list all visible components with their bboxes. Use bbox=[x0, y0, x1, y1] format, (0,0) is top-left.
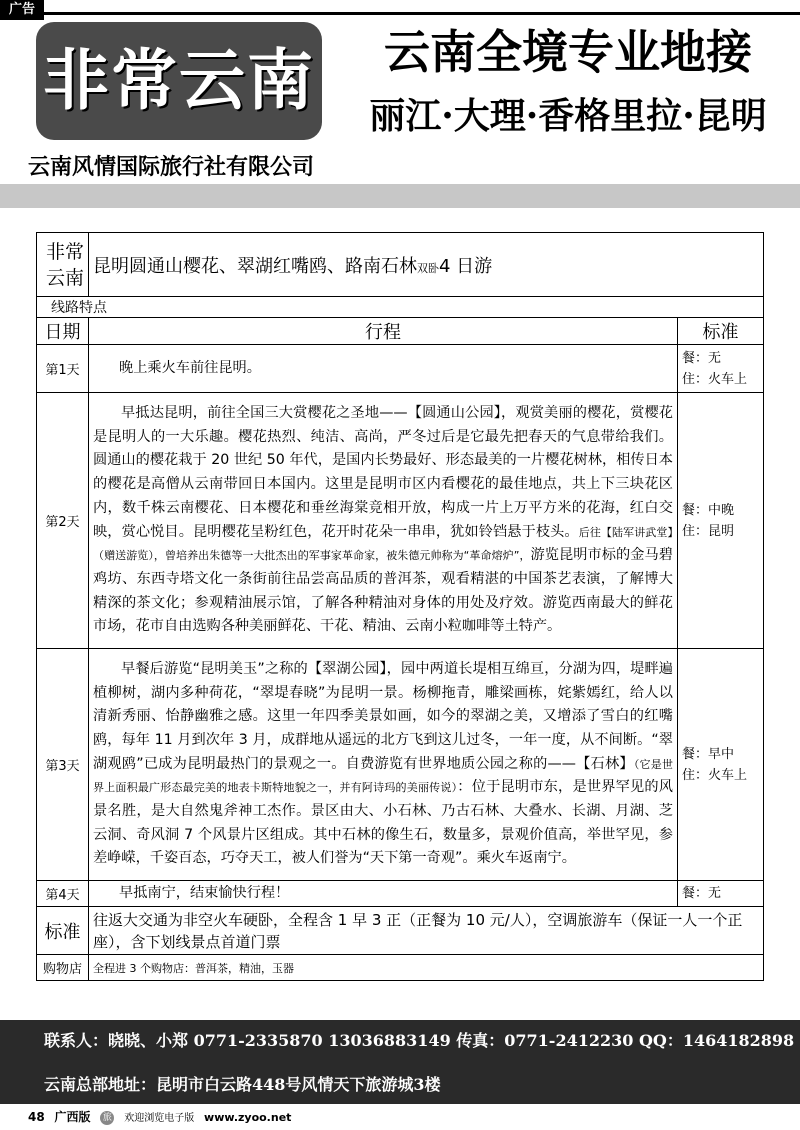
col-day: 日期 bbox=[37, 318, 89, 345]
standard-label: 标准 bbox=[37, 907, 89, 955]
day-label: 第1天 bbox=[37, 345, 89, 393]
ad-tag: 广告 bbox=[0, 0, 44, 20]
title-row bbox=[37, 233, 764, 297]
day-standard: 餐：无 住：火车上 bbox=[678, 345, 764, 393]
standard-text: 往返大交通为非空火车硬卧，全程含 1 早 3 正（正餐为 10 元/人），空调旅游车（保证一人一个正座），含下划线景点首道门票 bbox=[89, 907, 764, 955]
agency-logo-icon: 旅 bbox=[100, 1111, 114, 1125]
welcome-text: 欢迎浏览电子版 bbox=[124, 1113, 195, 1124]
col-standard: 标准 bbox=[678, 318, 764, 345]
day-label: 第4天 bbox=[37, 881, 89, 907]
page-number: 48 bbox=[28, 1110, 45, 1124]
top-rule bbox=[44, 12, 800, 15]
column-header-row bbox=[37, 318, 764, 345]
day-row bbox=[37, 393, 764, 649]
features-row bbox=[37, 297, 764, 318]
day-text: 早抵南宁，结束愉快行程！ bbox=[89, 881, 678, 907]
grey-band bbox=[0, 184, 800, 208]
site-link[interactable]: www.zyoo.net bbox=[204, 1111, 292, 1124]
day-row bbox=[37, 649, 764, 881]
day-text: 早抵达昆明，前往全国三大赏樱花之圣地——【圆通山公园】，观赏美丽的樱花，赏樱花是昆明人的一大乐趣。樱花热烈、纯洁、高尚，严冬过后是它最先把春天的气息带给我们。圆通山的樱花栽于 20 世纪 50 年代，是国内长势最好、形态最美的一片樱花树林，相传日本的樱花是高僧从云南带回日本国内。这里是昆明市区内看樱花的最佳地点，共上下三块花区内，数千株云南樱花、日本樱花和垂丝海棠竞相开放，构成一片上万平方米的花海，红白交映，赏心悦目。昆明樱花呈粉红色，花开时花朵一串串，犹如铃铛悬于枝头。后往【陆军讲武堂】（赠送游览），曾培养出朱德等一大批杰出的军事家革命家，被朱德元帅称为“革命熔炉”，游览昆明市标的金马碧鸡坊、东西寺塔文化一条街前往品尝高品质的普洱茶，观看精湛的中国茶艺表演，了解博大精深的茶文化；参观精油展示馆，了解各种精油对身体的用处及疗效。游览西南最大的鲜花市场，花市自由选购各种美丽鲜花、干花、精油、云南小粒咖啡等土特产。 bbox=[89, 393, 678, 649]
trip-title: 昆明圆通山樱花、翠湖红嘴鸥、路南石林双卧4 日游 bbox=[89, 233, 764, 297]
edition-label: 广西版 bbox=[54, 1110, 91, 1124]
day-text: 早餐后游览“昆明美玉”之称的【翠湖公园】，园中两道长堤相互绵亘，分湖为四，堤畔遍植柳树，湖内多种荷花，“翠堤春晓”为昆明一景。杨柳拖青，雕梁画栋，姹紫嫣红，给人以清新秀丽、怡静幽雅之感。这里一年四季美景如画，如今的翠湖之美，又增添了雪白的红嘴鸥，每年 11 月到次年 3 月，成群地从遥远的北方飞到这儿过冬，一年一度，从不间断。“翠湖观鸥”已成为昆明最热门的景观之一。自费游览有世界地质公园之称的——【石林】（它是世界上面积最广形态最完美的地表卡斯特地貌之一，并有阿诗玛的美丽传说）：位于昆明市东，是世界罕见的风景名胜，是大自然鬼斧神工杰作。景区由大、小石林、乃古石林、大叠水、长湖、月湖、芝云洞、奇风洞 7 个风景片区组成。其中石林的像生石，数量多，景观价值高，举世罕见，参差峥嵘，千姿百态，巧夺天工，被人们誉为“天下第一奇观”。乘火车返南宁。 bbox=[89, 649, 678, 881]
day-row bbox=[37, 881, 764, 907]
contact-info: 联系人：晓晓、小郑 0771-2335870 13036883149 传真：0771-2412230 QQ：1464182898 bbox=[44, 1031, 795, 1050]
company-name: 云南风情国际旅行社有限公司 bbox=[28, 154, 315, 180]
shopping-label: 购物店 bbox=[37, 955, 89, 981]
day-standard: 餐：无 bbox=[678, 881, 764, 907]
trip-brand: 非常云南 bbox=[37, 233, 89, 297]
day-label: 第2天 bbox=[37, 393, 89, 649]
col-itinerary: 行程 bbox=[89, 318, 678, 345]
slogan-main: 云南全境专业地接 bbox=[384, 25, 752, 79]
standard-row bbox=[37, 907, 764, 955]
shopping-row bbox=[37, 955, 764, 981]
features-label: 线路特点 bbox=[37, 297, 764, 318]
page-bar bbox=[0, 1106, 800, 1128]
brand-logo: 非常云南 bbox=[36, 22, 322, 140]
slogan-sub: 丽江·大理·香格里拉·昆明 bbox=[369, 95, 767, 137]
day-standard: 餐：早中 住：火车上 bbox=[678, 649, 764, 881]
shopping-text: 全程进 3 个购物店：普洱茶，精油，玉器 bbox=[89, 955, 764, 981]
day-text: 晚上乘火车前往昆明。 bbox=[89, 345, 678, 393]
day-row bbox=[37, 345, 764, 393]
company-address: 云南总部地址：昆明市白云路448号风情天下旅游城3楼 bbox=[44, 1075, 441, 1094]
itinerary-table bbox=[36, 232, 764, 981]
day-label: 第3天 bbox=[37, 649, 89, 881]
day-standard: 餐：中晚 住：昆明 bbox=[678, 393, 764, 649]
